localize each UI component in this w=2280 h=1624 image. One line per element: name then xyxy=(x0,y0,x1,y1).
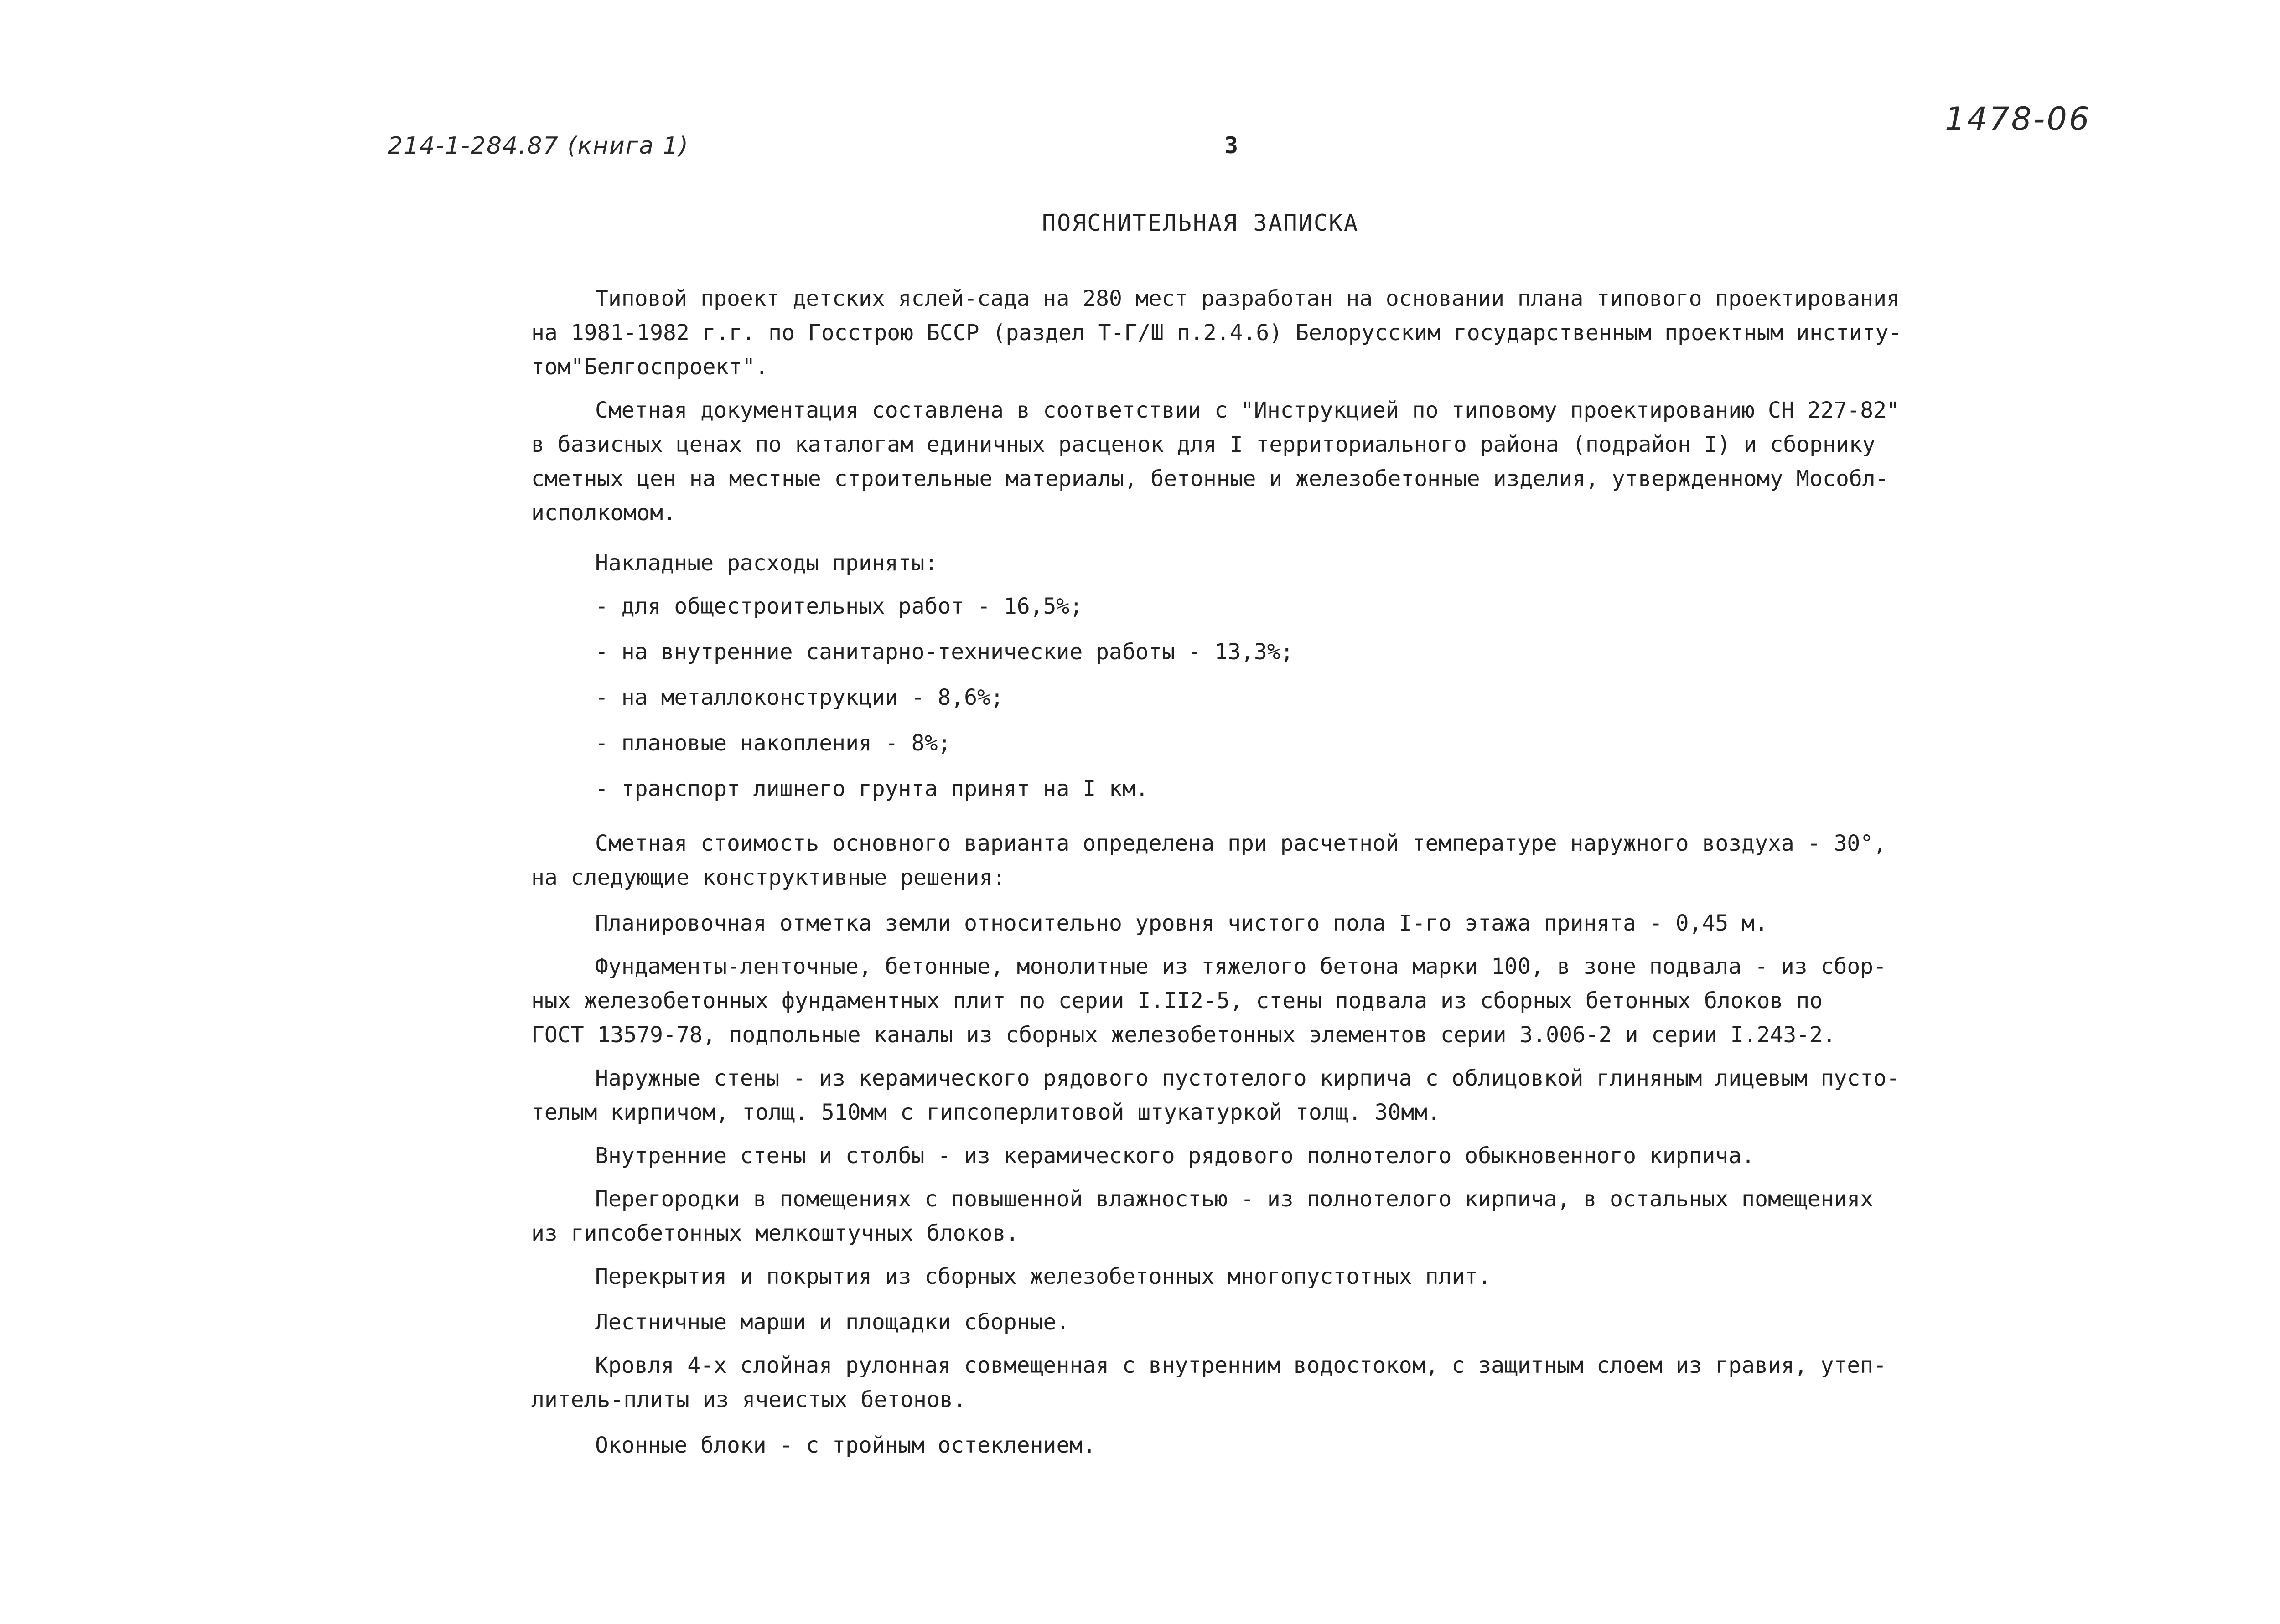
text-line: на следующие конструктивные решения: xyxy=(531,865,1006,890)
text-line: Оконные блоки - с тройным остеклением. xyxy=(595,1433,1096,1458)
text-line: Сметная документация составлена в соответствии с "Инструкцией по типовому проектированию СН 227-82" xyxy=(595,398,1900,423)
text-line: Типовой проект детских яслей-сада на 280 мест разработан на основании плана типового проектирования xyxy=(595,286,1900,311)
overhead-item: - плановые накопления - 8%; xyxy=(595,730,951,756)
text-line: Накладные расходы приняты: xyxy=(595,550,938,576)
text-line: из гипсобетонных мелкоштучных блоков. xyxy=(531,1221,1019,1246)
text-line: сметных цен на местные строительные материалы, бетонные и железобетонные изделия, утвержденному Мособл- xyxy=(531,466,1889,491)
text-line: на 1981-1982 г.г. по Госстрою БССР (раздел Т-Г/Ш п.2.4.6) Белорусским государственным проектным институ- xyxy=(531,320,1902,346)
text-line: Лестничные марши и площадки сборные. xyxy=(595,1309,1070,1335)
overhead-item: - для общестроительных работ - 16,5%; xyxy=(595,594,1083,619)
overhead-item: - на внутренние санитарно-технические работы - 13,3%; xyxy=(595,639,1294,665)
text-line: Наружные стены - из керамического рядового пустотелого кирпича с облицовкой глиняным лицевым пусто- xyxy=(595,1065,1900,1091)
text-line: Перекрытия и покрытия из сборных железобетонных многопустотных плит. xyxy=(595,1264,1492,1289)
text-line: Фундаменты-ленточные, бетонные, монолитные из тяжелого бетона марки 100, в зоне подвала - из сбор- xyxy=(595,954,1887,979)
text-line: том"Белгоспроект". xyxy=(531,354,769,380)
overhead-item: - на металлоконструкции - 8,6%; xyxy=(595,685,1004,710)
text-line: Перегородки в помещениях с повышенной влажностью - из полнотелого кирпича, в остальных помещениях xyxy=(595,1186,1874,1212)
page-number: 3 xyxy=(1224,132,1238,159)
text-line: Кровля 4-х слойная рулонная совмещенная с внутренним водостоком, с защитным слоем из гравия, утеп- xyxy=(595,1353,1887,1378)
text-line: ГОСТ 13579-78, подпольные каналы из сборных железобетонных элементов серии 3.006-2 и серии I.243-2. xyxy=(531,1022,1836,1048)
text-line: литель-плиты из ячеистых бетонов. xyxy=(531,1387,966,1412)
text-line: Сметная стоимость основного варианта определена при расчетной температуре наружного воздуха - 30°, xyxy=(595,831,1887,856)
text-line: исполкомом. xyxy=(531,500,676,526)
archive-number: 1478-06 xyxy=(1945,100,2091,138)
text-line: телым кирпичом, толщ. 510мм с гипсоперлитовой штукатуркой толщ. 30мм. xyxy=(531,1100,1441,1125)
text-line: в базисных ценах по каталогам единичных расценок для I территориального района (подрайон I) и сборнику xyxy=(531,432,1876,457)
document-code: 214-1-284.87 (книга 1) xyxy=(388,132,689,160)
page-title: ПОЯСНИТЕЛЬНАЯ ЗАПИСКА xyxy=(1042,210,1359,236)
text-line: Внутренние стены и столбы - из керамического рядового полнотелого обыкновенного кирпича. xyxy=(595,1143,1755,1169)
text-line: ных железобетонных фундаментных плит по серии I.II2-5, стены подвала из сборных бетонных блоков по xyxy=(531,988,1823,1014)
overhead-item: - транспорт лишнего грунта принят на I км. xyxy=(595,776,1149,802)
text-line: Планировочная отметка земли относительно уровня чистого пола I-го этажа принята - 0,45 м. xyxy=(595,910,1768,936)
